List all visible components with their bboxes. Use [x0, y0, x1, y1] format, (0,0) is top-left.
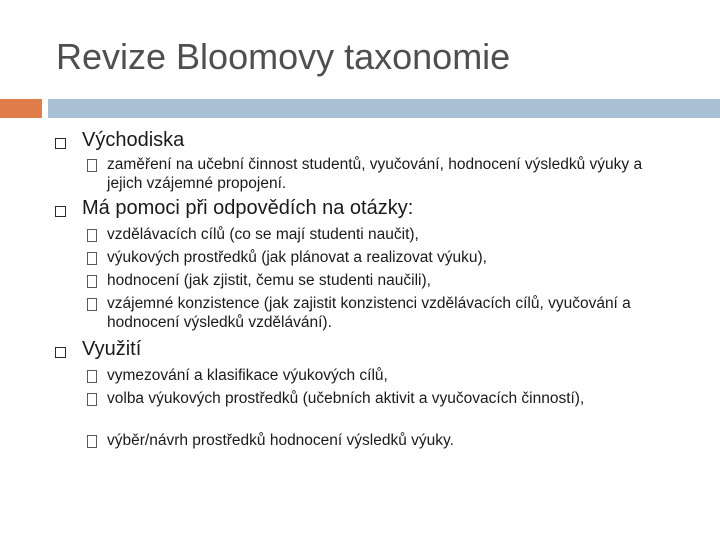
square-bullet-icon	[87, 275, 97, 288]
square-bullet-icon	[87, 435, 97, 448]
square-bullet-icon	[55, 206, 66, 217]
square-bullet-icon	[87, 229, 97, 242]
section-heading: Východiska	[82, 129, 185, 151]
square-bullet-icon	[87, 370, 97, 383]
list-item: vzájemné konzistence (jak zajistit konzistenci vzdělávacích cílů, vyučování a hodnocení výsledků vzdělávání).	[107, 295, 631, 331]
list-item: výběr/návrh prostředků hodnocení výsledků výuky.	[107, 432, 454, 449]
list-item: zaměření na učební činnost studentů, vyučování, hodnocení výsledků výuky a jejich vzájemné propojení.	[107, 156, 643, 192]
section-heading: Má pomoci při odpovědích na otázky:	[82, 197, 414, 219]
list-item: vzdělávacích cílů (co se mají studenti naučit),	[107, 226, 419, 243]
square-bullet-icon	[55, 138, 66, 149]
list-item: výukových prostředků (jak plánovat a realizovat výuku),	[107, 249, 487, 266]
list-item: hodnocení (jak zjistit, čemu se studenti naučili),	[107, 272, 431, 289]
square-bullet-icon	[87, 298, 97, 311]
square-bullet-icon	[87, 252, 97, 265]
slide-title: Revize Bloomovy taxonomie	[56, 36, 511, 77]
section-heading: Využití	[82, 338, 142, 360]
list-item: volba výukových prostředků (učebních aktivit a vyučovacích činností),	[107, 390, 585, 407]
square-bullet-icon	[87, 393, 97, 406]
square-bullet-icon	[87, 159, 97, 172]
square-bullet-icon	[55, 347, 66, 358]
list-item: vymezování a klasifikace výukových cílů,	[107, 367, 388, 384]
